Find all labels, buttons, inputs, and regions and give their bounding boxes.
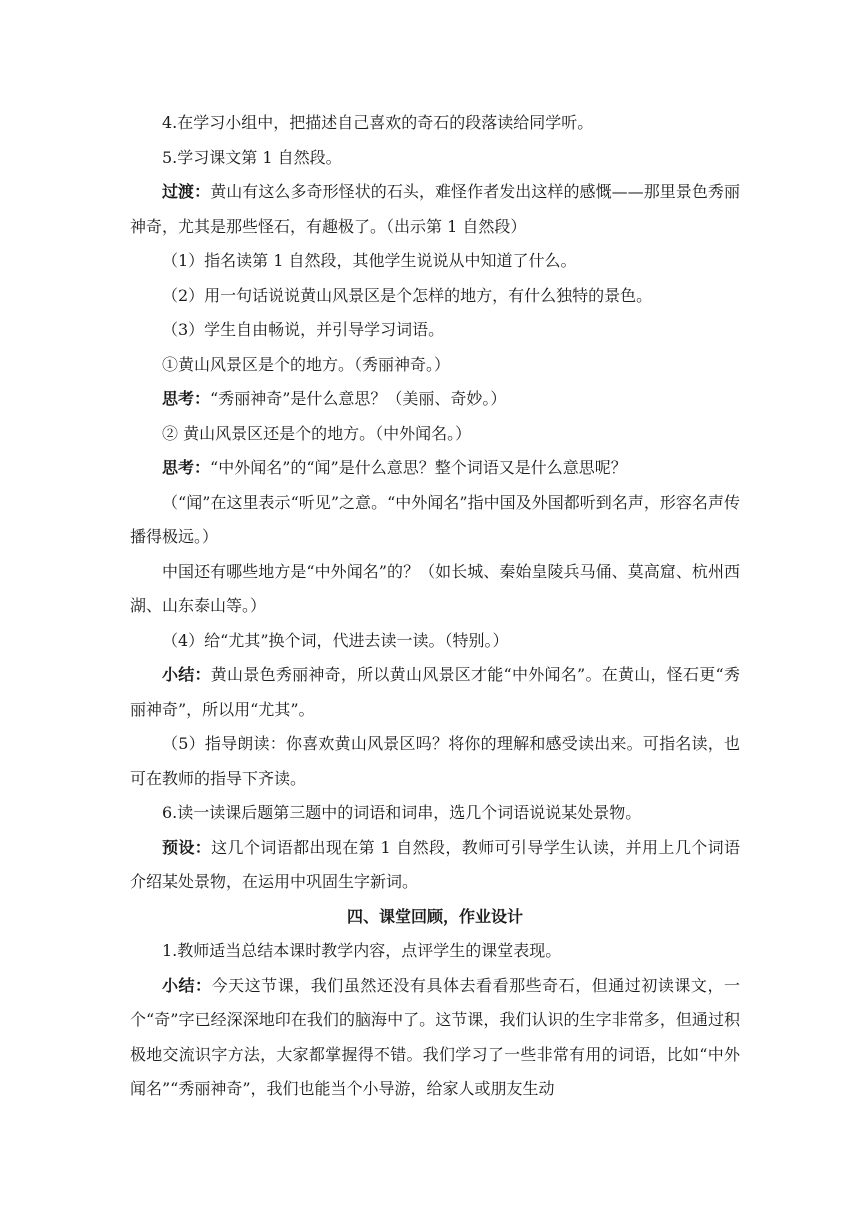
paragraph-text: 这几个词语都出现在第 1 自然段，教师可引导学生认读，并用上几个词语介绍某处景物，在运用中巩固生字新词。: [130, 837, 740, 891]
paragraph-text: 1.教师适当总结本课时教学内容，点评学生的课堂表现。: [162, 941, 562, 960]
section-heading: 四、课堂回顾，作业设计: [346, 906, 523, 926]
paragraph-text: ② 黄山风景区还是个的地方。（中外闻名。）: [162, 423, 472, 443]
paragraph-text: ①黄山风景区是个的地方。（秀丽神奇。）: [162, 354, 451, 374]
paragraph-text: 6.读一读课后题第三题中的词语和词串，选几个词语说说某处景物。: [162, 803, 642, 822]
paragraph-text: （1）指名读第 1 自然段，其他学生说说从中知道了什么。: [162, 251, 577, 270]
paragraph-text: （5）指导朗读：你喜欢黄山风景区吗？将你的理解和感受读出来。可指名读，也可在教师的指导下齐读。: [130, 734, 740, 788]
paragraph-lead: 过渡：: [162, 182, 211, 201]
paragraph-sub-2: [130, 279, 740, 314]
paragraph-sub-5: [130, 727, 740, 796]
paragraph-text: （3）学生自由畅说，并引导学习词语。: [162, 320, 445, 339]
paragraph-text: “中外闻名”的“闻”是什么意思？整个词语又是什么意思呢？: [210, 458, 627, 477]
paragraph-places: [130, 555, 740, 624]
paragraph-lead: 小结：: [162, 665, 211, 684]
paragraph-think-2: [130, 451, 740, 486]
paragraph-step-5: [130, 141, 740, 176]
paragraph-review-1: [130, 934, 740, 969]
paragraph-lead: 小结：: [162, 975, 212, 995]
paragraph-sub-1: [130, 244, 740, 279]
paragraph-text: （2）用一句话说说黄山风景区是个怎样的地方，有什么独特的景色。: [162, 285, 653, 305]
paragraph-think-1: [130, 382, 740, 417]
paragraph-summary-2: [130, 969, 740, 1107]
paragraph-text: （“闻”在这里表示“听见”之意。“中外闻名”指中国及外国都听到名声，形容名声传播得极远。）: [130, 492, 740, 546]
paragraph-text: 5.学习课文第 1 自然段。: [162, 147, 342, 167]
paragraph-lead: 预设：: [162, 837, 212, 857]
paragraph-circle-1: [130, 348, 740, 383]
paragraph-preset: [130, 831, 740, 900]
paragraph-step-6: [130, 796, 740, 831]
paragraph-text: 黄山有这么多奇形怪状的石头，难怪作者发出这样的感慨——那里景色秀丽神奇，尤其是那些怪石，有趣极了。（出示第 1 自然段）: [130, 182, 740, 236]
paragraph-text: 中国还有哪些地方是“中外闻名”的？（如长城、秦始皇陵兵马俑、莫高窟、杭州西湖、山东泰山等。）: [130, 561, 740, 615]
paragraph-summary-1: [130, 658, 740, 727]
paragraph-text: “秀丽神奇”是什么意思？（美丽、奇妙。）: [210, 389, 507, 408]
paragraph-transition: [130, 175, 740, 244]
paragraph-explain: [130, 486, 740, 555]
paragraph-lead: 思考：: [162, 458, 211, 477]
paragraph-text: （4）给“尤其”换个词，代进去读一读。（特别。）: [162, 630, 509, 650]
document-body: [130, 106, 740, 1107]
paragraph-sub-4: [130, 624, 740, 659]
paragraph-sub-3: [130, 313, 740, 348]
paragraph-text: 4.在学习小组中，把描述自己喜欢的奇石的段落读给同学听。: [162, 113, 594, 132]
paragraph-lead: 思考：: [162, 389, 211, 408]
paragraph-step-4: [130, 106, 740, 141]
paragraph-circle-2: [130, 417, 740, 452]
paragraph-text: 今天这节课，我们虽然还没有具体去看看那些奇石，但通过初读课文，一个“奇”字已经深深地印在我们的脑海中了。这节课，我们认识的生字非常多，但通过积极地交流识字方法，大家都掌握得不错。我们学习了一些非常有用的词语，比如“中外闻名”“秀丽神奇”，我们也能当个小导游，给家人或朋友生动: [130, 975, 740, 1098]
paragraph-text: 黄山景色秀丽神奇，所以黄山风景区才能“中外闻名”。在黄山，怪石更“秀丽神奇”，所以用“尤其”。: [130, 665, 740, 719]
